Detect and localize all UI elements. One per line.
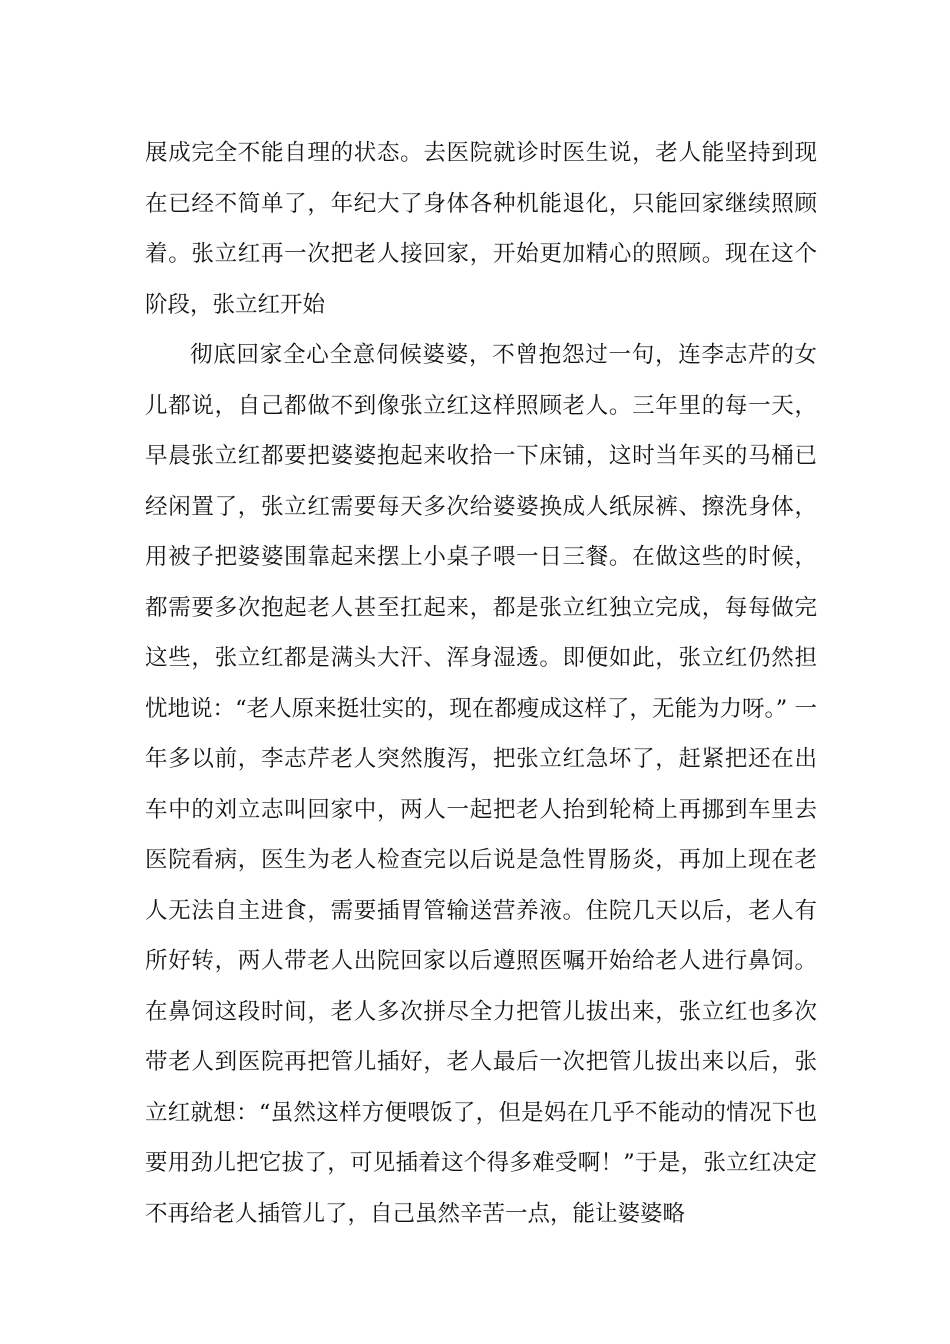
document-page xyxy=(145,128,817,1239)
paragraph-continued: 展成完全不能自理的状态。去医院就诊时医生说，老人能坚持到现在已经不简单了，年纪大了身体各种机能退化，只能回家继续照顾着。张立红再一次把老人接回家，开始更加精心的照顾。现在这个阶段，张立红开始 xyxy=(145,140,817,318)
paragraph-main: 彻底回家全心全意伺候婆婆，不曾抱怨过一句，连李志芹的女儿都说，自己都做不到像张立红这样照顾老人。三年里的每一天，早晨张立红都要把婆婆抱起来收拾一下床铺，这时当年买的马桶已经闲置了，张立红需要每天多次给婆婆换成人纸尿裤、擦洗身体，用被子把婆婆围靠起来摆上小桌子喂一日三餐。在做这些的时候，都需要多次抱起老人甚至扛起来，都是张立红独立完成，每每做完这些，张立红都是满头大汗、浑身湿透。即便如此，张立红仍然担忧地说：“老人原来挺壮实的，现在都瘦成这样了，无能为力呀。” 一年多以前，李志芹老人突然腹泻，把张立红急坏了，赶紧把还在出车中的刘立志叫回家中，两人一起把老人抬到轮椅上再挪到车里去医院看病，医生为老人检查完以后说是急性胃肠炎，再加上现在老人无法自主进食，需要插胃管输送营养液。住院几天以后，老人有所好转，两人带老人出院回家以后遵照医嘱开始给老人进行鼻饲。在鼻饲这段时间，老人多次拼尽全力把管儿拔出来，张立红也多次带老人到医院再把管儿插好，老人最后一次把管儿拔出来以后，张立红就想：“虽然这样方便喂饭了，但是妈在几乎不能动的情况下也要用劲儿把它拔了，可见插着这个得多难受啊！”于是，张立红决定不再给老人插管儿了，自己虽然辛苦一点，能让婆婆略 xyxy=(145,342,817,1227)
